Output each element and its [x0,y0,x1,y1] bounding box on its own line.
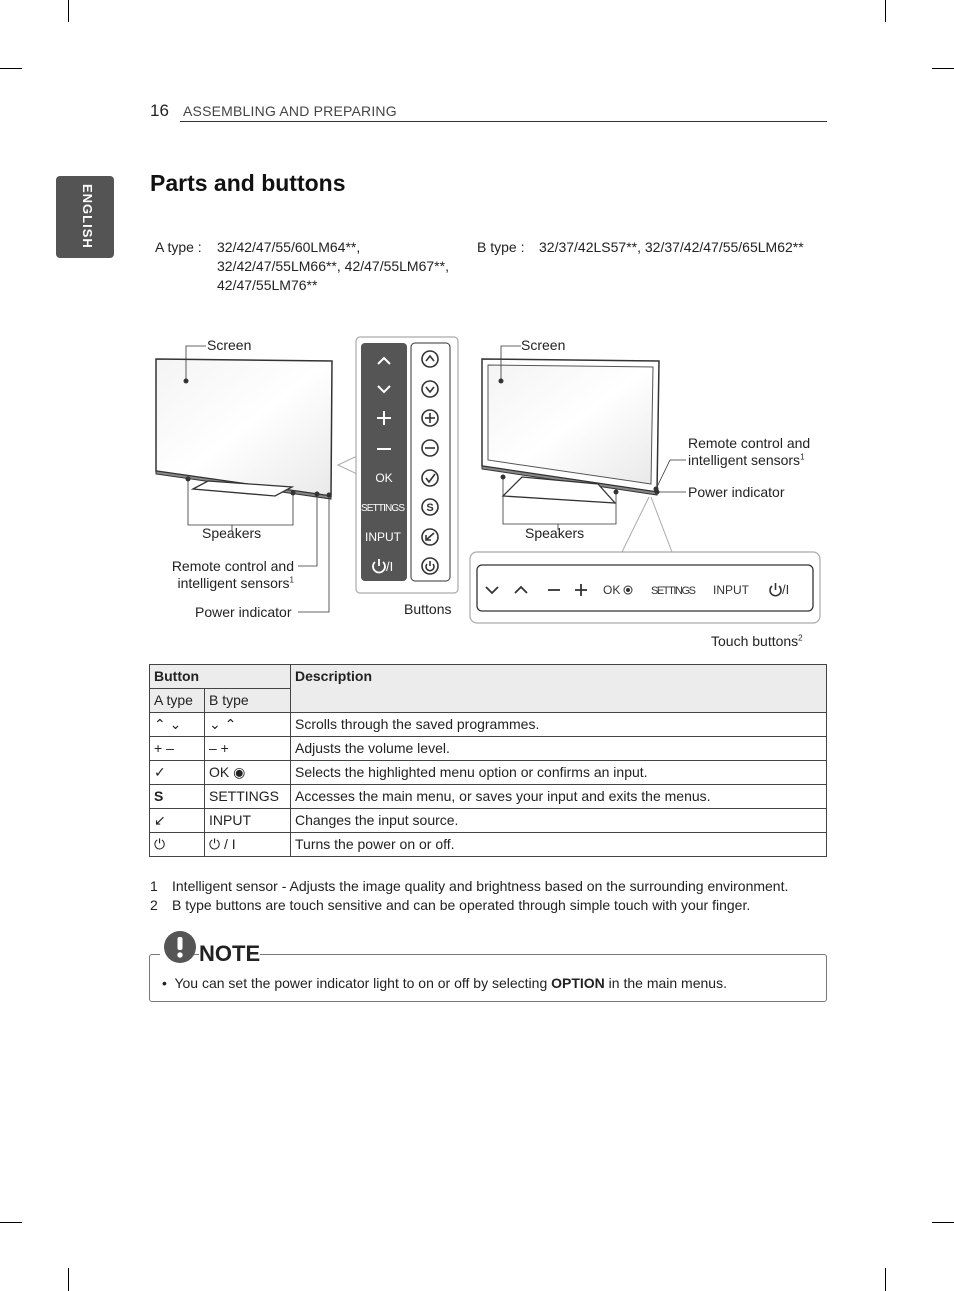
remote-sensor-label-a: Remote control and intelligent sensors$^1$ [171,558,294,591]
button-table [149,664,827,857]
page-number: 16 [150,101,169,120]
svg-text:OK: OK [603,583,621,597]
screen-label-a: Screen [207,337,252,353]
touch-buttons-label: Touch buttons$^2$ [711,633,803,649]
b-type-tv [482,346,686,530]
crop-mark [932,1222,954,1223]
svg-text:/I: /I [782,582,790,597]
table-row: ⌃ ⌄ ⌄ ⌃ Scrolls through the saved programmes. [150,713,827,737]
section-title: ASSEMBLING AND PREPARING [183,103,397,119]
note-header [160,930,166,966]
table-row: ↙ INPUT Changes the input source. [150,809,827,833]
panel-ok-label: OK [375,471,393,485]
table-row: ✓ OK ◉ Selects the highlighted menu option or confirms an input. [150,761,827,785]
remote-sensor-label-b: Remote control and intelligent sensors$^1$ [688,435,811,468]
warning-icon [162,930,198,966]
crop-mark [885,1268,886,1291]
speakers-label-a: Speakers [202,525,262,541]
col-b-type-header: B type [205,689,291,713]
power-indicator-label-a: Power indicator [195,604,292,620]
svg-text:INPUT: INPUT [713,583,749,597]
table-row: + – – + Adjusts the volume level. [150,737,827,761]
screen-label-b: Screen [521,337,566,353]
footnote-2: 2 B type buttons are touch sensitive and can be operated through simple touch with your finger. [150,897,751,913]
power-indicator-label-b: Power indicator [688,484,785,500]
a-type-models: 32/42/47/55/60LM64**, 32/42/47/55LM66**, 42/47/55LM67**, 42/47/55LM76** [217,239,449,293]
panel-settings-label: SETTINGS [361,503,405,514]
b-type-label: B type : [477,239,525,255]
buttons-label: Buttons [404,601,452,617]
panel-input-label: INPUT [365,530,401,544]
svg-text:SETTINGS: SETTINGS [651,585,696,597]
page-title: Parts and buttons [150,170,346,196]
a-type-button-panel [338,337,458,593]
b-type-touch-panel [470,497,820,623]
col-a-type-header: A type [150,689,205,713]
table-row: ⏻ ⏻ / I Turns the power on or off. [150,833,827,857]
b-type-models: 32/37/42LS57**, 32/37/42/47/55/65LM62** [539,239,804,255]
crop-mark [0,1222,22,1223]
language-tab: ENGLISH [56,176,114,258]
note-text: • You can set the power indicator light to on or off by selecting OPTION in the main menus. [162,975,727,991]
col-button-header: Button [150,665,291,689]
note-title: NOTE [199,941,261,966]
footnote-1: 1 Intelligent sensor - Adjusts the image quality and brightness based on the surrounding environment. [150,878,789,894]
speakers-label-b: Speakers [525,525,585,541]
table-row: S SETTINGS Accesses the main menu, or saves your input and exits the menus. [150,785,827,809]
a-type-label: A type : [155,239,202,255]
svg-text:S: S [426,502,434,514]
crop-mark [68,1268,69,1291]
col-description-header: Description [291,665,827,713]
svg-text:/I: /I [386,559,394,574]
